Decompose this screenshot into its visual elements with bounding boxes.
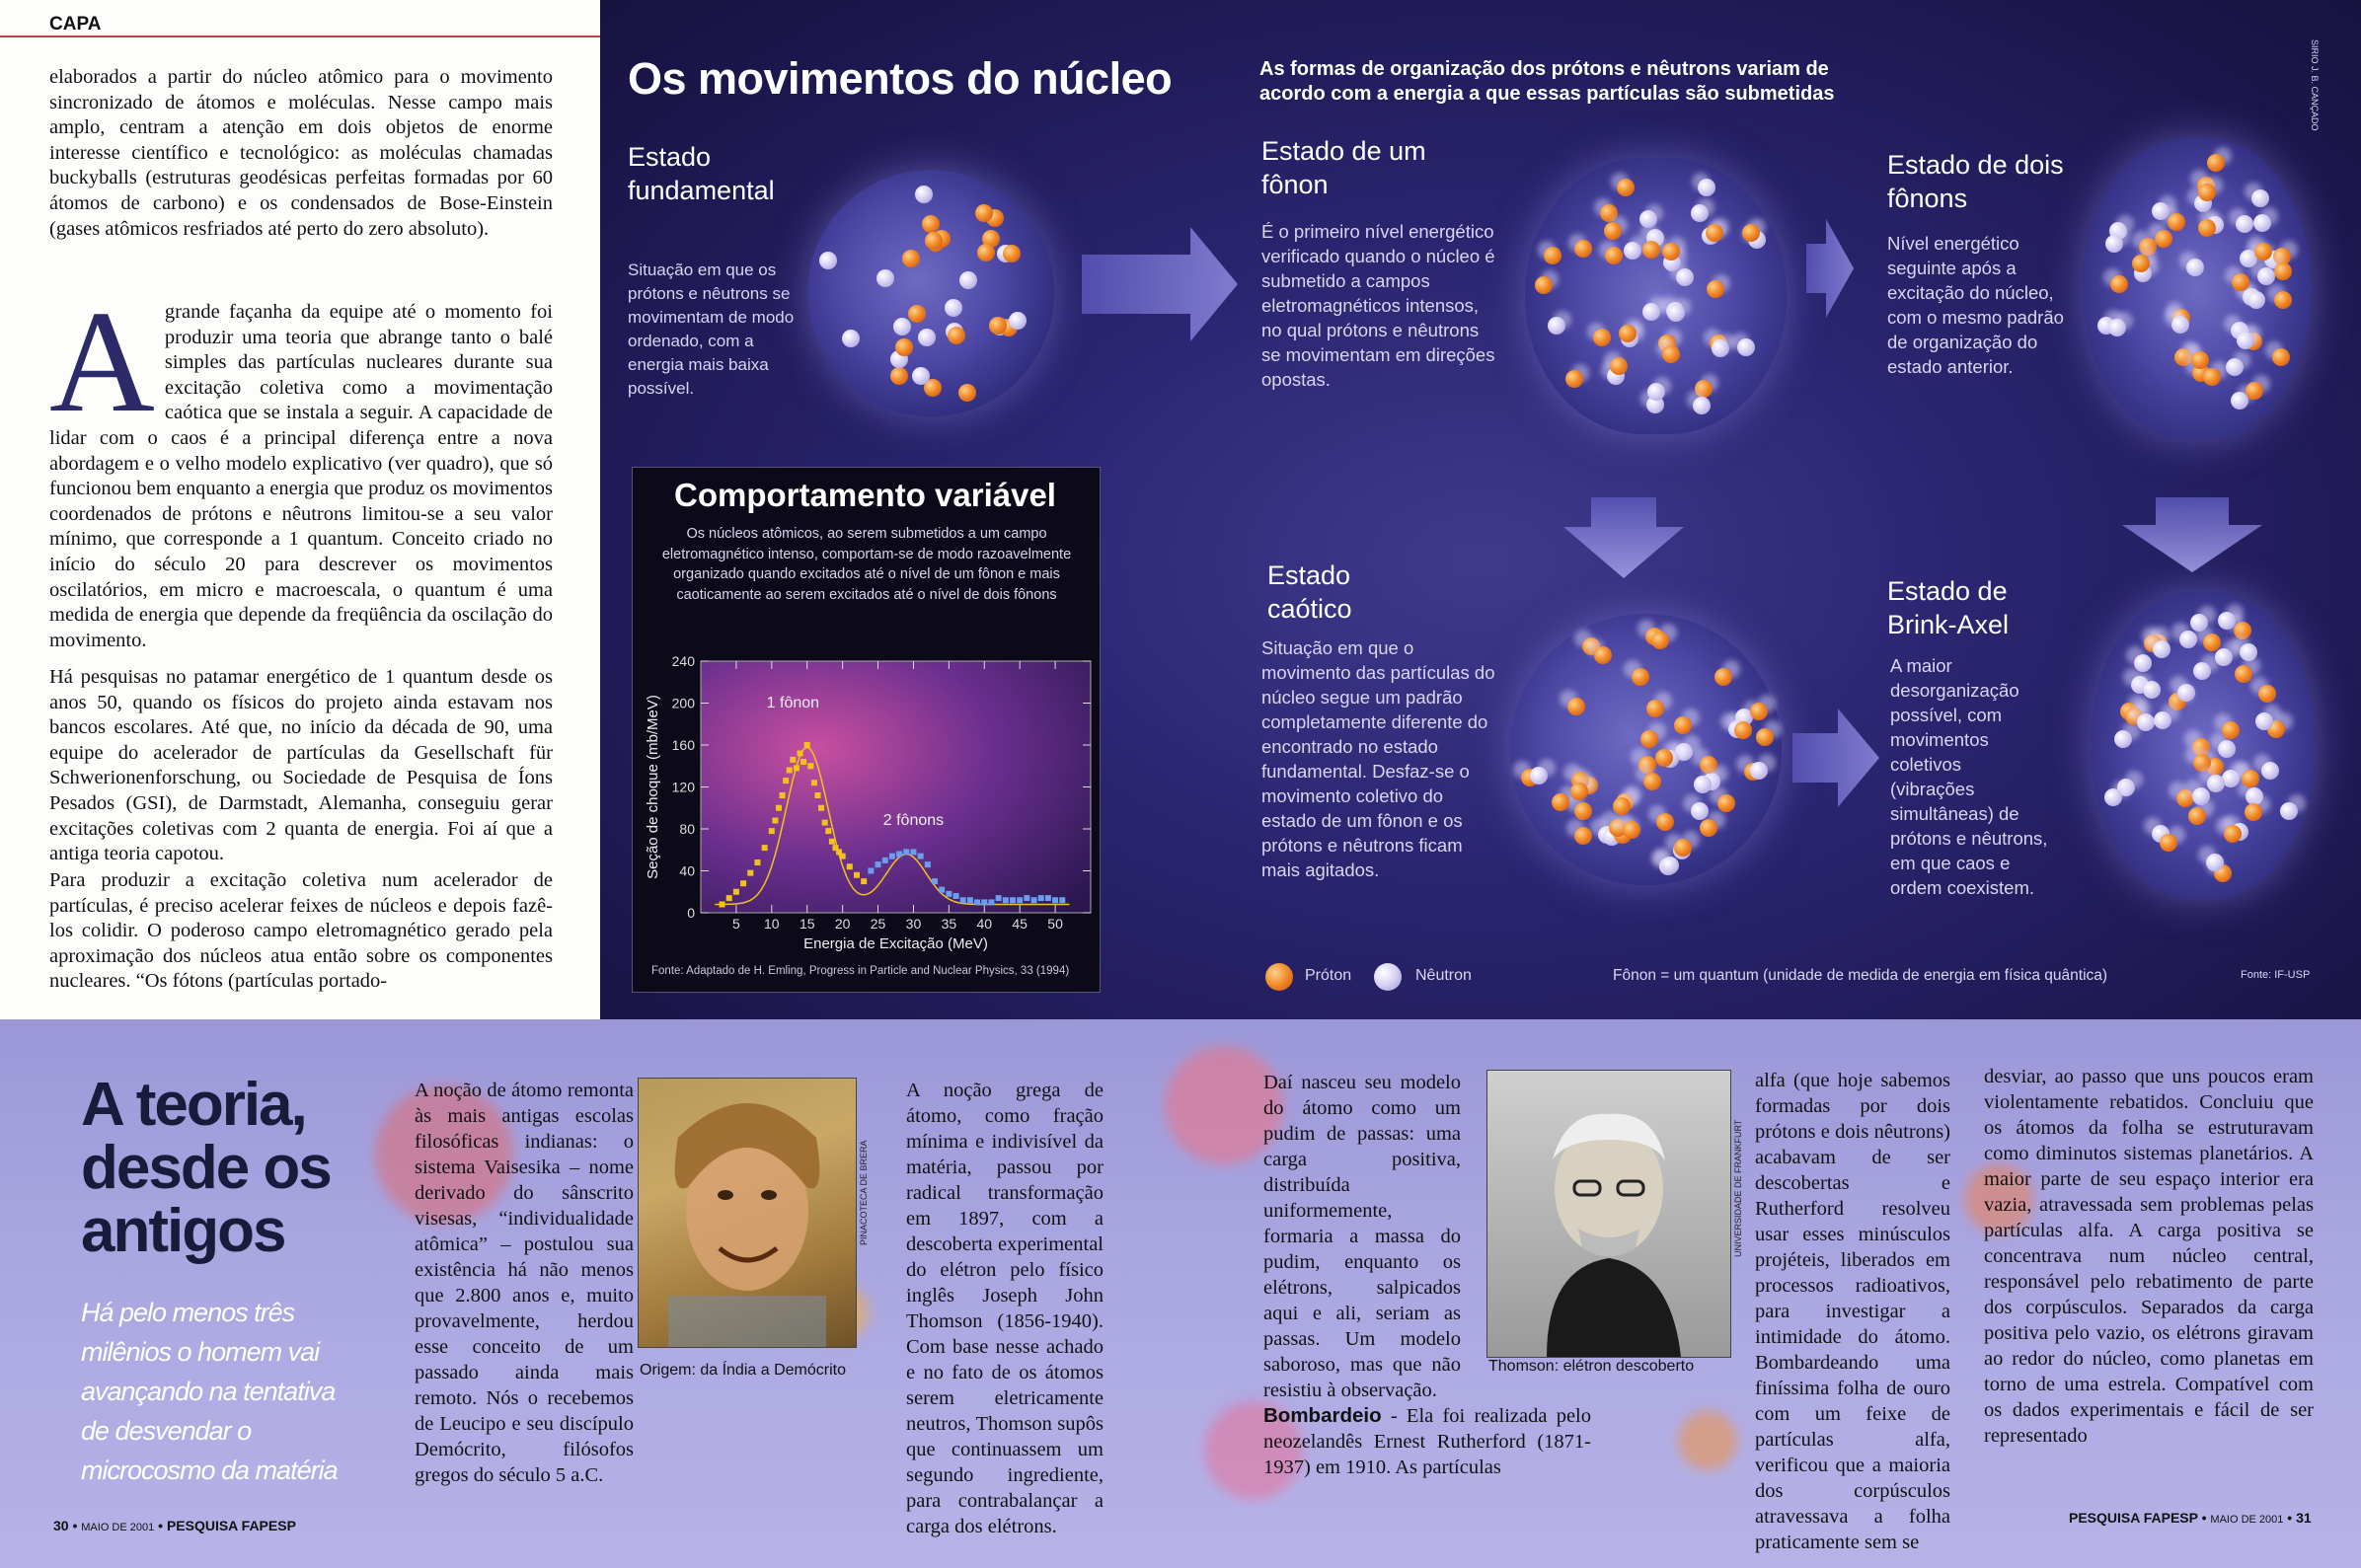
proton-particle <box>1003 245 1021 262</box>
proton-particle <box>1535 276 1553 294</box>
data-point <box>825 828 831 834</box>
sidebar-col-3: Daí nasceu seu modelo do átomo como um pudim de passas: uma carga positiva, distribuída uniformemente, formaria a massa do pudim, enquanto os elétrons, salpicados aqui e ali, seriam as passas. Um modelo saboroso, mas que não resistiu à observação. <box>1263 1072 1461 1401</box>
neutron-particle <box>2143 681 2161 699</box>
x-tick-label: 15 <box>799 916 815 932</box>
nucleus-two-phonon <box>2083 138 2312 439</box>
neutron-particle <box>1694 776 1712 793</box>
data-point <box>876 861 881 867</box>
neutron-particle <box>915 186 933 203</box>
x-tick-label: 20 <box>834 916 851 932</box>
x-tick-label: 5 <box>732 916 740 932</box>
proton-particle <box>2155 230 2172 248</box>
neutron-particle <box>2104 788 2122 806</box>
neutron-particle <box>2114 730 2132 748</box>
infographic-source: Fonte: IF-USP <box>2241 969 2311 981</box>
state-brink-axel-title: Estado de Brink-Axel <box>1887 576 2010 639</box>
proton-particle <box>1610 357 1628 375</box>
folio-magazine: PESQUISA FAPESP <box>2069 1510 2198 1526</box>
proton-particle <box>1544 247 1561 264</box>
photo-thomson-caption: Thomson: elétron descoberto <box>1488 1358 1695 1375</box>
proton-particle <box>895 338 913 356</box>
data-point <box>818 805 824 811</box>
neutron-particle <box>1693 397 1711 414</box>
proton-particle <box>2245 803 2262 821</box>
data-point <box>783 778 789 784</box>
x-tick-label: 30 <box>905 916 922 932</box>
proton-particle <box>1662 345 1680 363</box>
proton-particle <box>925 232 943 250</box>
sidebar-col-1: A noção de átomo remonta às mais antigas escolas filosóficas indianas: o sistema Vaisesika – nome derivado do sânscrito visesas, “individualidade atômica” – postulou sua existência há não menos que 2.800 anos e, muito provavelmente, herdou esse conceito de um passado ainda mais remoto. Nós o recebemos de Leucipo e seu discípulo Demócrito, filósofos gregos do século 5 a.C. <box>415 1080 634 1486</box>
proton-particle <box>1605 247 1623 264</box>
data-point <box>939 887 945 893</box>
data-point <box>854 872 860 878</box>
data-point <box>953 893 959 899</box>
folio-date: MAIO DE 2001 <box>2210 1514 2284 1526</box>
proton-particle <box>1552 793 1569 811</box>
proton-particle <box>2235 665 2252 683</box>
data-point <box>740 880 746 886</box>
drop-cap: A <box>49 281 155 443</box>
data-point <box>726 895 732 901</box>
sidebar-col-3-bombardeio <box>1263 1403 1591 1480</box>
neutron-particle <box>842 330 860 347</box>
data-point <box>918 854 924 859</box>
proton-particle <box>1643 773 1661 790</box>
state-chaotic-desc: Situação em que o movimento das partículas do núcleo segue um padrão completamente diferente do encontrado no estado fundamental. Desfaz-se o movimento coletivo do estado de um fônon e os prótons e nêutrons ficam mais agitados. <box>1261 637 1495 880</box>
x-axis-label: Energia de Excitação (MeV) <box>803 935 988 952</box>
data-point <box>946 891 952 897</box>
annotation-two-phonons: 2 fônons <box>882 811 945 829</box>
proton-particle <box>2242 770 2259 787</box>
chart-svg <box>632 632 1099 967</box>
data-point <box>772 818 778 824</box>
neutron-particle <box>1639 210 1657 228</box>
neutron-particle <box>1548 317 1565 335</box>
proton-particle <box>1651 632 1669 649</box>
photo-democritus <box>638 1078 857 1348</box>
neutron-particle <box>1624 242 1641 260</box>
proton-particle <box>1640 730 1658 748</box>
data-point <box>762 845 768 851</box>
proton-particle <box>1700 756 1717 774</box>
neutron-particle <box>2171 316 2189 334</box>
proton-particle <box>1714 668 1732 686</box>
proton-particle <box>2203 634 2221 651</box>
data-point <box>1031 897 1037 903</box>
y-tick-label: 200 <box>671 695 695 711</box>
proton-particle <box>989 317 1007 335</box>
annotation-one-phonon: 1 fônon <box>766 694 820 711</box>
neutron-particle <box>945 299 962 317</box>
neutron-particle <box>1642 303 1660 321</box>
arrow-right-2 <box>1806 219 1856 318</box>
arrow-right-3 <box>1792 709 1881 807</box>
sidebar-title-line: antigos <box>81 1197 285 1265</box>
data-point <box>1024 895 1029 901</box>
data-point <box>798 751 803 757</box>
y-tick-label: 160 <box>671 737 695 753</box>
legend-proton-icon <box>1265 963 1293 991</box>
proton-particle <box>2222 721 2240 739</box>
proton-particle <box>1656 813 1674 831</box>
data-point <box>1038 895 1044 901</box>
paragraph-1: elaborados a partir do núcleo atômico para o movimento sincronizado de átomos e moléculas. Nesse campo mais amplo, centram a atenção em dois objetos de enorme interesse científico e tecnológico: as moléculas chamadas buckyballs (estruturas geodésicas perfeitas formadas por 60 átomos de carbono) e os condensados de Bose-Einstein (gases atômicos resfriados até perto do zero absoluto). <box>49 66 553 240</box>
proton-particle <box>902 250 920 267</box>
neutron-particle <box>1661 857 1679 874</box>
sidebar-col-5: desviar, ao passo que uns poucos eram violentamente rebatidos. Concluiu que os átomos da folha se estruturavam como diminutos sistemas planetários. A maior parte de seu espaço interior era vazia, atravessada sem problemas pelas partículas alfa. A carga positiva se concentrava num núcleo central, responsável pelo rebatimento de parte dos corpúsculos. Separados da carga positiva pelo vazio, os elétrons giravam ao redor do núcleo, como planetas em torno de uma estrela. Compatível com os dados experimentais e fácil de ser representado <box>1984 1066 2314 1447</box>
bombardeio-text: - Ela foi realizada pelo neozelandês Ernest Rutherford (1871-1937) em 1910. As partículas <box>1263 1405 1591 1478</box>
proton-particle <box>1700 819 1717 837</box>
chart-source: Fonte: Adaptado de H. Emling, Progress in Particle and Nuclear Physics, 33 (1994) <box>651 965 1070 977</box>
data-point <box>754 859 760 865</box>
proton-particle <box>2110 275 2128 293</box>
chart-subtitle: Os núcleos atômicos, ao serem submetidos a um campo eletromagnético intenso, comportam-se de modo razoavelmente organizado quando excitados até o nível de um fônon e mais caoticamente ao serem excitados até o nível de dois fônons <box>661 526 1072 603</box>
neutron-particle <box>2190 614 2208 632</box>
proton-particle <box>2160 834 2177 852</box>
sidebar-title-line: A teoria, <box>81 1071 306 1139</box>
arrow-down-2 <box>2120 497 2264 574</box>
data-point <box>889 854 895 859</box>
proton-particle <box>2168 213 2185 231</box>
neutron-particle <box>2246 787 2263 805</box>
proton-particle <box>2234 622 2251 639</box>
state-fundamental-title: Estado fundamental <box>628 142 775 205</box>
paragraph-2-text: grande façanha da equipe até o momento foi produzir uma teoria que abrange tanto o balé simples das partículas nucleares durante sua excitação coletiva como a movimentação caótica que se instala a seguir. A capacidade de lidar com o caos é a principal diferença entre a nova abordagem e o velho modelo explicativo (ver quadro), que só funcionou bem enquanto a energia que produz os movimentos coordenados de prótons e nêutrons limitou-se a seu valor mínimo, que corresponde a 1 quantum. Conceito criado no início do século 20 para descrever os movimentos oscilatórios, em micro e macroescala, o quantum é uma medida de energia que depende da freqüência da oscilação do movimento. <box>49 301 553 651</box>
proton-particle <box>1570 783 1588 800</box>
bombardeio-heading: Bombardeio <box>1263 1404 1382 1427</box>
neutron-particle <box>2237 332 2254 349</box>
neutron-particle <box>1009 312 1027 330</box>
neutron-particle <box>2255 712 2273 730</box>
data-point <box>1003 897 1009 903</box>
neutron-particle <box>2251 189 2269 207</box>
neutron-particle <box>1647 383 1665 401</box>
neutron-particle <box>918 329 936 346</box>
proton-particle <box>1756 728 1774 746</box>
proton-particle <box>1617 179 1635 196</box>
data-point <box>733 889 739 895</box>
neutron-particle <box>819 252 837 269</box>
proton-particle <box>1674 716 1692 734</box>
proton-particle <box>2224 825 2242 843</box>
data-point <box>903 849 909 855</box>
data-point <box>974 899 980 905</box>
data-point <box>787 768 793 774</box>
folio-date: MAIO DE 2001 <box>81 1522 155 1533</box>
neutron-particle <box>2280 802 2298 820</box>
proton-particle <box>2246 382 2263 400</box>
proton-particle <box>2274 291 2292 309</box>
neutron-particle <box>2257 267 2275 285</box>
arrow-right-1 <box>1082 227 1240 345</box>
neutron-particle <box>2186 259 2204 276</box>
data-point <box>840 854 846 859</box>
neutron-particle <box>2108 319 2126 336</box>
neutron-particle <box>2253 214 2271 232</box>
x-tick-label: 25 <box>870 916 886 932</box>
sidebar-title-line: desde os <box>81 1134 331 1202</box>
section-tag: CAPA <box>49 14 102 35</box>
folio-right: PESQUISA FAPESP • MAIO DE 2001 • 31 <box>2069 1510 2312 1526</box>
illustration-credit: SIRIO J. B. CANÇADO <box>2310 39 2320 131</box>
data-point <box>996 895 1002 901</box>
neutron-particle <box>2215 648 2233 666</box>
proton-particle <box>1750 703 1768 720</box>
plot-area <box>701 661 1091 913</box>
legend-neutron-icon <box>1374 963 1402 991</box>
proton-particle <box>1574 827 1592 845</box>
neutron-particle <box>893 318 911 336</box>
proton-particle <box>1695 380 1713 398</box>
legend-neutron-label: Nêutron <box>1415 967 1472 984</box>
data-point <box>882 858 888 863</box>
data-point <box>910 849 916 855</box>
portrait-thomson-icon <box>1487 1071 1730 1357</box>
data-point <box>967 897 973 903</box>
nucleus-brink-axel <box>2091 592 2316 898</box>
paragraph-3: Há pesquisas no patamar energético de 1 quantum desde os anos 50, quando os físicos do projeto ainda estavam nos bancos escolares. Até que, no início da década de 90, uma equipe do acelerador de partículas da Gesellschaft für Schwerionenforschung, ou Sociedade de Pesquisa de Íons Pesados (GSI), de Darmstadt, Alemanha, conseguiu gerar excitações coletivas com 2 quanta de energia. Foi aí que a antiga teoria capotou. <box>49 666 553 865</box>
proton-particle <box>1604 222 1622 240</box>
proton-particle <box>1600 204 1618 222</box>
proton-particle <box>2188 807 2206 825</box>
neutron-particle <box>2177 684 2195 702</box>
neutron-particle <box>2179 631 2197 648</box>
neutron-particle <box>912 367 930 385</box>
photo-thomson <box>1486 1070 1731 1358</box>
neutron-particle <box>2236 215 2253 233</box>
data-point <box>829 839 835 845</box>
infographic-title: Os movimentos do núcleo <box>628 53 1173 104</box>
proton-particle <box>1707 280 1724 298</box>
neutron-particle <box>2152 202 2170 220</box>
sidebar-col-2a: A noção grega de átomo, como fração mínima e indivisível da matéria, passou por radical transformação em 1897, com a descoberta experimental do elétron pelo físico inglês Joseph John Thomson (1856-1940). Com base nesse achado e no fato de os átomos serem eletricamente neutros, Thomson supôs que continuassem um segundo ingrediente, para contrabalançar a carga dos elétrons. <box>906 1080 1104 1537</box>
decor-blob <box>1678 1411 1737 1470</box>
neutron-particle <box>2105 235 2123 253</box>
proton-particle <box>1623 821 1640 839</box>
data-point <box>804 742 810 748</box>
data-point <box>815 792 821 798</box>
paragraph-4: Para produzir a excitação coletiva num acelerador de partículas, é preciso acelerar feixes de núcleos e depois fazê-los colidir. O poderoso campo eletromagnético gerado pela aproximação dos núcleos atua então sobre os componentes nucleares. “Os fótons (partículas portado- <box>49 869 553 993</box>
proton-particle <box>1574 240 1592 258</box>
proton-particle <box>2274 262 2292 280</box>
folio-magazine: PESQUISA FAPESP <box>166 1518 296 1533</box>
neutron-particle <box>1530 767 1548 784</box>
proton-particle <box>2207 154 2225 172</box>
y-tick-label: 80 <box>679 821 695 837</box>
proton-particle <box>1593 329 1611 346</box>
state-brink-axel-desc: A maior desorganização possível, com movimentos coletivos (vibrações simultâneas) de prótons e nêutrons, em que caos e ordem coexistem. <box>1890 655 2048 898</box>
y-tick-label: 240 <box>671 653 695 669</box>
neutron-particle <box>2218 612 2236 630</box>
proton-particle <box>1594 646 1612 664</box>
data-point <box>800 759 806 765</box>
proton-particle <box>1706 224 1723 242</box>
x-tick-label: 10 <box>764 916 780 932</box>
neutron-particle <box>876 269 894 287</box>
data-point <box>747 870 753 876</box>
state-one-phonon-title: Estado de um fônon <box>1261 136 1426 199</box>
data-point <box>960 897 966 903</box>
y-tick-label: 0 <box>687 905 695 921</box>
neutron-particle <box>1712 339 1729 357</box>
data-point <box>896 852 902 858</box>
proton-particle <box>1632 668 1649 686</box>
x-tick-label: 40 <box>976 916 993 932</box>
proton-particle <box>958 384 976 402</box>
nucleus-one-phonon <box>1525 158 1787 434</box>
data-point <box>868 868 874 874</box>
neutron-particle <box>1667 304 1685 322</box>
data-point <box>776 805 782 811</box>
data-point <box>790 757 796 763</box>
neutron-particle <box>2192 787 2210 805</box>
neutron-particle <box>1737 338 1755 356</box>
data-point <box>822 820 828 826</box>
proton-particle <box>1565 370 1583 388</box>
data-point <box>780 792 786 798</box>
nucleus-chaotic <box>1510 614 1782 885</box>
data-point <box>1052 897 1058 903</box>
x-tick-label: 50 <box>1047 916 1063 932</box>
x-tick-label: 45 <box>1012 916 1028 932</box>
neutron-particle <box>2137 713 2155 731</box>
data-point <box>1059 897 1065 903</box>
proton-particle <box>908 305 926 323</box>
data-point <box>932 878 938 884</box>
neutron-particle <box>2240 643 2257 661</box>
data-point <box>1017 897 1023 903</box>
proton-particle <box>1734 721 1752 739</box>
photo-democritus-caption: Origem: da Índia a Demócrito <box>640 1362 846 1379</box>
neutron-particle <box>2218 740 2236 758</box>
neutron-particle <box>1676 268 1694 286</box>
proton-particle <box>1638 756 1656 774</box>
data-point <box>811 780 817 785</box>
portrait-democritus-icon <box>639 1079 856 1347</box>
proton-particle <box>2139 238 2157 256</box>
neutron-particle <box>2207 775 2225 792</box>
proton-particle <box>2232 273 2249 291</box>
neutron-particle <box>1691 802 1709 820</box>
y-tick-label: 40 <box>679 862 695 879</box>
photo-thomson-credit: UNIVERSIDADE DE FRANKFURT <box>1733 1119 1743 1257</box>
proton-particle <box>2198 184 2216 201</box>
proton-particle <box>2258 685 2276 703</box>
folio-page-number: 30 <box>53 1518 69 1533</box>
infographic-subtitle: As formas de organização dos prótons e nêutrons variam de acordo com a energia a que essas partículas são submetidas <box>1259 58 1835 105</box>
data-point <box>769 828 775 834</box>
proton-particle <box>977 244 995 261</box>
state-two-phonon-desc: Nível energético seguinte após a excitação do núcleo, com o mesmo padrão de organização do estado anterior. <box>1887 233 2064 377</box>
neutron-particle <box>2154 711 2171 729</box>
photo-democritus-credit: PINACOTECA DE BRERA <box>859 1140 869 1245</box>
state-two-phonon-title: Estado de dois fônons <box>1887 150 2064 213</box>
phonon-note: Fônon = um quantum (unidade de medida de energia em física quântica) <box>1613 967 2108 984</box>
data-point <box>925 861 931 867</box>
paragraph-2 <box>49 281 553 653</box>
proton-particle <box>2174 348 2192 366</box>
sidebar-subtitle: Há pelo menos três milênios o homem vai avançando na tentativa de desvendar o microcosmo da matéria <box>81 1298 338 1485</box>
neutron-particle <box>2261 762 2279 780</box>
data-point <box>720 902 725 908</box>
proton-particle <box>2198 219 2216 237</box>
data-point <box>1010 897 1016 903</box>
sidebar-col-4: alfa (que hoje sabemos formadas por dois prótons e dois nêutrons) acabavam de ser descobertas e Rutherford resolveu usar esses minúsculos projéteis, liberados em processos radioativos, para investigar a intimidade do átomo. Bombardeando uma finíssima folha de ouro com um feixe de partículas alfa, verificou que a maioria dos corpúsculos atravessava a folha praticamente sem se <box>1755 1070 1950 1553</box>
nucleus-fundamental <box>807 170 1054 416</box>
y-axis-label: Seção de choque (mb/MeV) <box>645 695 661 879</box>
sidebar-title <box>81 1071 331 1265</box>
neutron-particle <box>2153 640 2171 658</box>
data-point <box>807 763 813 769</box>
proton-particle <box>1567 698 1585 715</box>
neutron-particle <box>1691 204 1709 222</box>
data-point <box>794 765 800 771</box>
neutron-particle <box>1698 179 1715 196</box>
legend-proton-label: Próton <box>1305 967 1352 984</box>
folio-page-number: 31 <box>2296 1510 2312 1526</box>
data-point <box>1045 895 1051 901</box>
proton-particle <box>890 367 908 385</box>
neutron-particle <box>2226 358 2244 376</box>
neutron-particle <box>959 271 977 289</box>
proton-particle <box>2132 255 2150 272</box>
state-chaotic-title: Estado caótico <box>1267 560 1352 624</box>
proton-particle <box>2203 368 2221 386</box>
proton-particle <box>1717 794 1735 812</box>
proton-particle <box>1646 700 1664 717</box>
folio-left: 30 • MAIO DE 2001 • PESQUISA FAPESP <box>53 1518 296 1533</box>
neutron-particle <box>1750 762 1768 780</box>
data-point <box>988 899 994 905</box>
neutron-particle <box>2247 291 2265 309</box>
proton-particle <box>1574 802 1592 820</box>
proton-particle <box>1642 241 1660 259</box>
proton-particle <box>1613 797 1631 815</box>
arrow-down-1 <box>1561 497 1686 580</box>
proton-particle <box>948 327 965 344</box>
proton-particle <box>2272 348 2290 366</box>
proton-particle <box>2254 243 2272 261</box>
state-one-phonon-desc: É o primeiro nível energético verificado quando o núcleo é submetido a campos eletromagnéticos intensos, no qual prótons e nêutrons se movimentam em direções opostas. <box>1261 221 1495 390</box>
neutron-particle <box>2193 662 2211 680</box>
x-tick-label: 35 <box>941 916 957 932</box>
state-fundamental-desc: Situação em que os prótons e nêutrons se movimentam de modo ordenado, com a energia mais baixa possível. <box>628 261 795 398</box>
y-tick-label: 120 <box>671 779 695 795</box>
data-point <box>861 878 867 884</box>
neutron-particle <box>2134 654 2152 672</box>
data-point <box>847 863 853 869</box>
data-point <box>981 899 987 905</box>
chart-title: Comportamento variável <box>674 477 1056 513</box>
